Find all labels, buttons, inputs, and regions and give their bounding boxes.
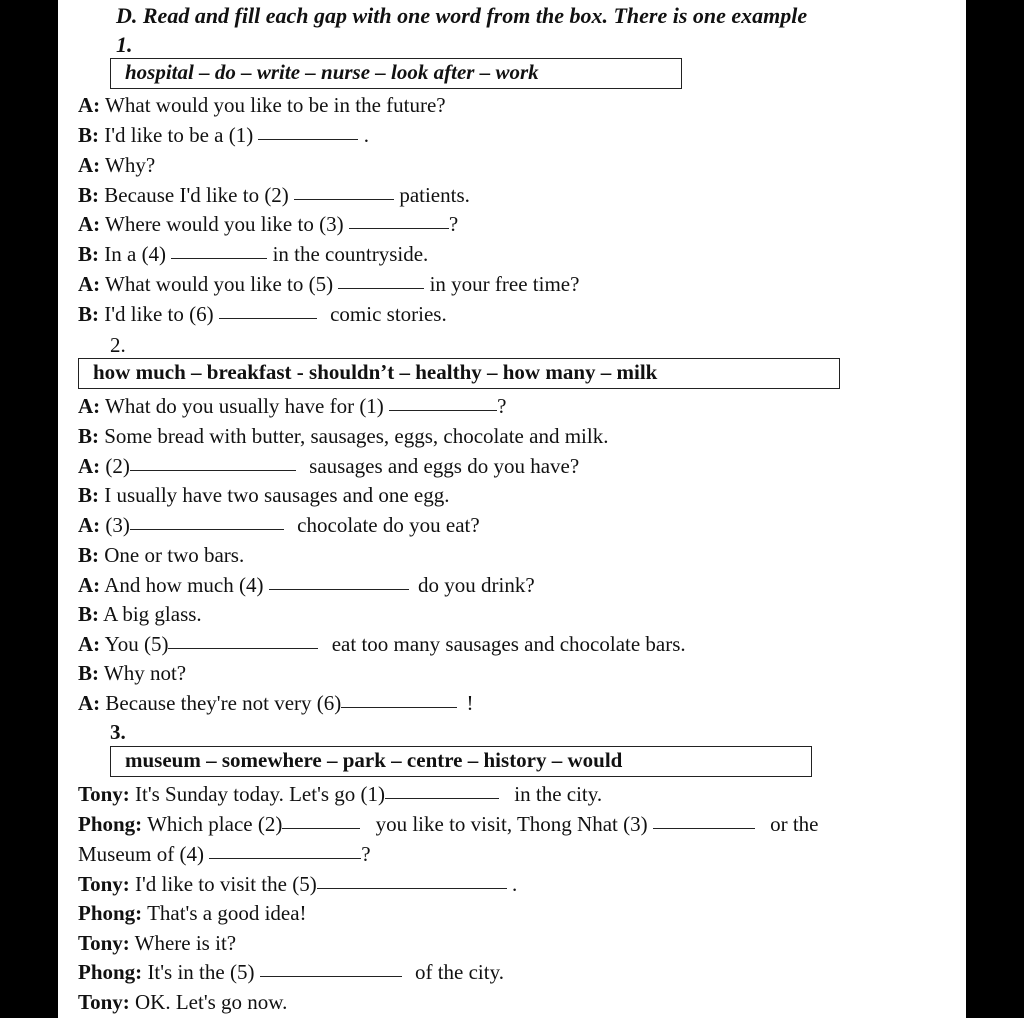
- answer-blank[interactable]: [349, 228, 449, 229]
- dialogue-line: B: I'd like to (6) comic stories.: [78, 302, 447, 326]
- answer-blank[interactable]: [269, 589, 409, 590]
- dialogue-line: A: Why?: [78, 153, 156, 177]
- dialogue-line: Phong: It's in the (5) of the city.: [78, 960, 504, 984]
- dialogue-line: B: One or two bars.: [78, 543, 245, 567]
- dialogue-line: A: And how much (4) do you drink?: [78, 573, 535, 597]
- dialogue-line: A: (2) sausages and eggs do you have?: [78, 454, 580, 478]
- answer-blank[interactable]: [653, 828, 755, 829]
- answer-blank[interactable]: [317, 888, 507, 889]
- answer-blank[interactable]: [130, 470, 296, 471]
- worksheet-page: [58, 0, 966, 1018]
- dialogue-line: B: Why not?: [78, 661, 187, 685]
- section-3-number: 3.: [110, 720, 126, 744]
- dialogue-line: Museum of (4) ?: [78, 842, 371, 866]
- dialogue-line: B: In a (4) in the countryside.: [78, 242, 429, 266]
- dialogue-line: A: Because they're not very (6) !: [78, 691, 474, 715]
- answer-blank[interactable]: [209, 858, 361, 859]
- answer-blank[interactable]: [294, 199, 394, 200]
- answer-blank[interactable]: [171, 258, 267, 259]
- dialogue-line: Tony: OK. Let's go now.: [78, 990, 288, 1014]
- answer-blank[interactable]: [338, 288, 424, 289]
- section-2-number: 2.: [110, 333, 126, 357]
- dialogue-line: A: What would you like to be in the future?: [78, 93, 446, 117]
- answer-blank[interactable]: [168, 648, 318, 649]
- dialogue-line: Phong: Which place (2) you like to visit, Thong Nhat (3) or the: [78, 812, 819, 836]
- exercise-title: D. Read and fill each gap with one word from the box. There is one example: [116, 3, 808, 28]
- dialogue-line: Tony: I'd like to visit the (5) .: [78, 872, 518, 896]
- word-box-1: hospital – do – write – nurse – look after – work: [110, 58, 682, 89]
- answer-blank[interactable]: [389, 410, 497, 411]
- dialogue-line: A: What would you like to (5) in your free time?: [78, 272, 580, 296]
- word-box-2: how much – breakfast - shouldn’t – healthy – how many – milk: [78, 358, 840, 389]
- answer-blank[interactable]: [219, 318, 317, 319]
- word-box-3: museum – somewhere – park – centre – history – would: [110, 746, 812, 777]
- dialogue-line: B: I usually have two sausages and one egg.: [78, 483, 450, 507]
- dialogue-line: B: I'd like to be a (1) .: [78, 123, 369, 147]
- answer-blank[interactable]: [260, 976, 402, 977]
- section-1-number: 1.: [116, 32, 133, 57]
- answer-blank[interactable]: [385, 798, 499, 799]
- dialogue-line: B: Some bread with butter, sausages, eggs, chocolate and milk.: [78, 424, 609, 448]
- dialogue-line: A: You (5) eat too many sausages and chocolate bars.: [78, 632, 686, 656]
- dialogue-line: A: What do you usually have for (1) ?: [78, 394, 507, 418]
- dialogue-line: B: A big glass.: [78, 602, 202, 626]
- dialogue-line: Tony: It's Sunday today. Let's go (1) in the city.: [78, 782, 603, 806]
- dialogue-line: Phong: That's a good idea!: [78, 901, 307, 925]
- answer-blank[interactable]: [130, 529, 284, 530]
- answer-blank[interactable]: [282, 828, 360, 829]
- dialogue-line: A: (3) chocolate do you eat?: [78, 513, 480, 537]
- dialogue-line: B: Because I'd like to (2) patients.: [78, 183, 470, 207]
- answer-blank[interactable]: [258, 139, 358, 140]
- dialogue-line: A: Where would you like to (3) ?: [78, 212, 459, 236]
- dialogue-line: Tony: Where is it?: [78, 931, 237, 955]
- answer-blank[interactable]: [341, 707, 457, 708]
